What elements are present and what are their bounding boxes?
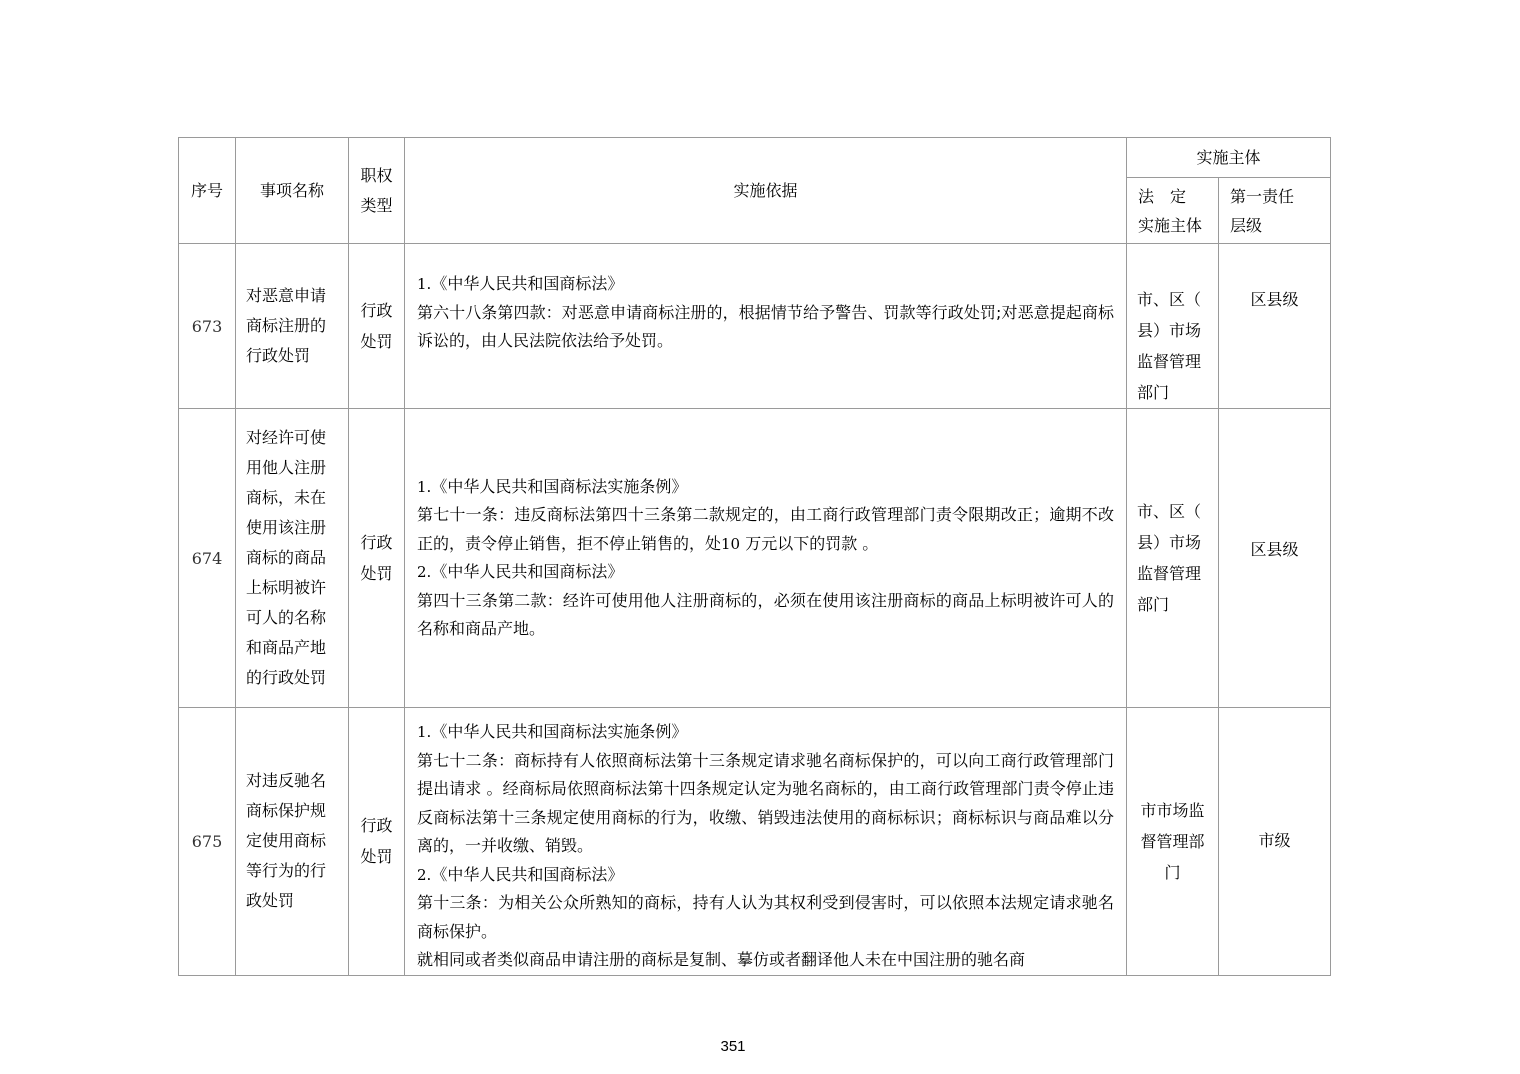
item-name-line: 行政处罚 [246, 346, 311, 365]
table-row [179, 708, 1331, 976]
subject-line: 部门 [1137, 595, 1170, 614]
legal-basis [405, 708, 1127, 976]
subject-line: 门 [1164, 862, 1181, 882]
basis-line: 第七十二条：商标持有人依照商标法第十三条规定请求驰名商标保护的，可以向工商行政管理部门提出请求 。经商标局依照商标法第十四条规定认定为驰名商标的，由工商行政管理部门责令停止违反商标法第十三条规定使用商标的行为，收缴、销毁违法使用的商标标识；商标标识与商品难以分离的，一并收缴、销毁。 [417, 750, 1114, 855]
enforcement-table [178, 137, 1331, 976]
basis-line: 就相同或者类似商品申请注册的商标是复制、摹仿或者翻译他人未在中国注册的驰名商 [417, 950, 1026, 969]
header-type [349, 138, 405, 244]
authority-type [349, 708, 405, 976]
basis-line: 2.《中华人民共和国商标法》 [417, 864, 624, 884]
item-name-line: 等行为的行 [246, 861, 327, 881]
item-name [236, 409, 349, 708]
header-level-line1: 第一责任 [1230, 186, 1295, 206]
basis-line: 1.《中华人民共和国商标法实施条例》 [417, 722, 688, 741]
table-row [179, 409, 1331, 708]
authority-type [349, 409, 405, 708]
authority-type-line: 处罚 [360, 332, 393, 351]
row-number: 674 [179, 409, 236, 708]
basis-line: 第四十三条第二款：经许可使用他人注册商标的，必须在使用该注册商标的商品上标明被许可人的名称和商品产地。 [417, 590, 1114, 638]
item-name-line: 对违反驰名 [246, 771, 327, 791]
header-responsibility-level [1219, 178, 1331, 244]
item-name [236, 708, 349, 976]
subject-line: 市、区（ [1137, 502, 1202, 521]
header-basis: 实施依据 [405, 138, 1127, 244]
table-row [179, 244, 1331, 409]
item-name-line: 对恶意申请 [246, 286, 327, 305]
legal-basis [405, 244, 1127, 409]
header-row [179, 138, 1331, 178]
basis-line: 2.《中华人民共和国商标法》 [417, 562, 624, 581]
subject-line: 部门 [1137, 383, 1170, 402]
legal-subject [1127, 409, 1219, 708]
header-name: 事项名称 [236, 138, 349, 244]
item-name-line: 可人的名称 [246, 608, 327, 627]
responsibility-level: 区县级 [1219, 409, 1331, 708]
authority-type-line: 处罚 [360, 564, 393, 583]
basis-line: 1.《中华人民共和国商标法实施条例》 [417, 476, 688, 496]
authority-type-line: 行政 [360, 533, 393, 552]
subject-line: 县）市场 [1137, 321, 1202, 340]
subject-line: 市市场监 [1140, 800, 1205, 820]
header-type-line2: 类型 [360, 195, 393, 215]
basis-line: 第十三条：为相关公众所熟知的商标，持有人认为其权利受到侵害时，可以依照本法规定请求驰名商标保护。 [417, 893, 1114, 941]
item-name-line: 商标保护规 [246, 801, 327, 821]
row-number: 673 [179, 244, 236, 409]
item-name-line: 对经许可使 [246, 428, 327, 447]
subject-line: 监督管理 [1137, 352, 1202, 371]
header-seq: 序号 [179, 138, 236, 244]
subject-line: 督管理部 [1140, 831, 1205, 851]
legal-subject [1127, 708, 1219, 976]
subject-line: 市、区（ [1137, 290, 1202, 309]
authority-type-line: 行政 [360, 301, 393, 320]
legal-subject [1127, 244, 1219, 409]
row-number: 675 [179, 708, 236, 976]
legal-basis [405, 409, 1127, 708]
header-subject-group: 实施主体 [1127, 138, 1331, 178]
responsibility-level: 区县级 [1219, 244, 1331, 409]
responsibility-level: 市级 [1219, 708, 1331, 976]
item-name-line: 政处罚 [246, 891, 295, 911]
header-level-line2: 层级 [1230, 215, 1263, 235]
item-name-line: 用他人注册 [246, 458, 327, 477]
basis-line: 第七十一条：违反商标法第四十三条第二款规定的，由工商行政管理部门责令限期改正；逾期不改正的，责令停止销售，拒不停止销售的，处10 万元以下的罚款 。 [417, 505, 1114, 553]
item-name-line: 商标注册的 [246, 316, 327, 335]
item-name-line: 上标明被许 [246, 578, 327, 597]
header-legal-line2: 实施主体 [1138, 215, 1203, 235]
basis-line: 第六十八条第四款：对恶意申请商标注册的，根据情节给予警告、罚款等行政处罚;对恶意提起商标诉讼的，由人民法院依法给予处罚。 [417, 302, 1114, 350]
authority-type-line: 行政 [360, 816, 393, 836]
authority-type-line: 处罚 [360, 847, 393, 867]
header-type-line1: 职权 [360, 165, 393, 185]
item-name [236, 244, 349, 409]
header-legal-line1: 法 定 [1138, 186, 1187, 206]
authority-type [349, 244, 405, 409]
item-name-line: 定使用商标 [246, 831, 327, 851]
basis-line: 1.《中华人民共和国商标法》 [417, 274, 624, 293]
item-name-line: 和商品产地 [246, 638, 327, 657]
subject-line: 监督管理 [1137, 564, 1202, 583]
header-legal-subject [1127, 178, 1219, 244]
subject-line: 县）市场 [1137, 533, 1202, 552]
item-name-line: 使用该注册 [246, 518, 327, 537]
item-name-line: 商标，未在 [246, 488, 327, 507]
item-name-line: 商标的商品 [246, 548, 327, 567]
item-name-line: 的行政处罚 [246, 668, 327, 687]
page-number: 351 [720, 1038, 746, 1055]
